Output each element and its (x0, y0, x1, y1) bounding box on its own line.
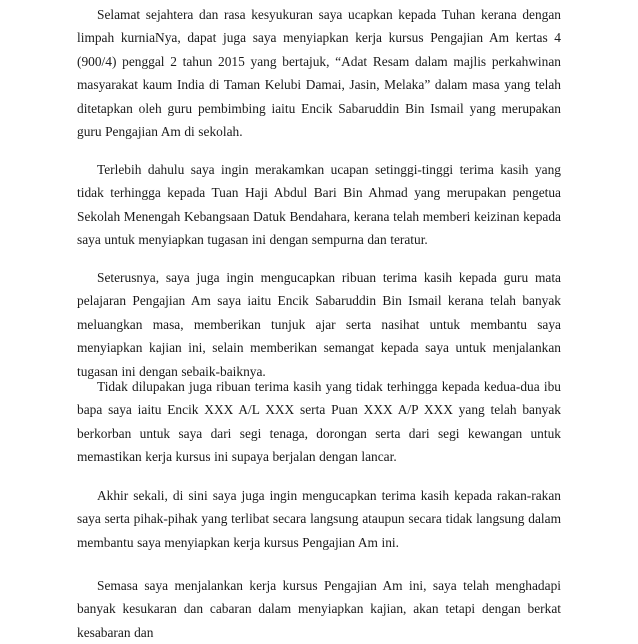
paragraph-thanks-parents (77, 375, 561, 469)
paragraph-text: Tidak dilupakan juga ribuan terima kasih yang tidak terhingga kepada kedua-dua ibu bapa saya iaitu Encik XXX A/L XXX serta Puan XXX A/P XXX yang telah banyak berkorban untuk saya dari segi tenaga, dorongan serta dari segi kewangan untuk memastikan kerja kursus ini supaya berjalan dengan lancar. (77, 379, 561, 465)
paragraph-text: Seterusnya, saya juga ingin mengucapkan ribuan terima kasih kepada guru mata pelajaran Pengajian Am saya iaitu Encik Sabaruddin Bin Ismail kerana telah banyak meluangkan masa, memberikan tunjuk ajar serta nasihat untuk membantu saya menyiapkan kajian ini, selain memberikan semangat kepada saya untuk menjalankan tugasan ini dengan sebaik-baiknya. (77, 270, 561, 379)
paragraph-challenges (77, 574, 561, 644)
paragraph-text: Semasa saya menjalankan kerja kursus Pengajian Am ini, saya telah menghadapi banyak kesukaran dan cabaran dalam menyiapkan kajian, akan tetapi dengan berkat kesabaran dan (77, 578, 561, 640)
paragraph-text: Terlebih dahulu saya ingin merakamkan ucapan setinggi-tinggi terima kasih yang tidak terhingga kepada Tuan Haji Abdul Bari Bin Ahmad yang merupakan pengetua Sekolah Menengah Kebangsaan Datuk Bendahara, kerana telah memberi keizinan kepada saya untuk menyiapkan tugasan ini dengan sempurna dan teratur. (77, 162, 561, 248)
paragraph-thanks-friends (77, 484, 561, 554)
paragraph-thanks-principal (77, 158, 561, 252)
paragraph-gratitude-intro (77, 3, 561, 143)
paragraph-thanks-teacher (77, 266, 561, 383)
paragraph-text: Selamat sejahtera dan rasa kesyukuran saya ucapkan kepada Tuhan kerana dengan limpah kurniaNya, dapat juga saya menyiapkan kerja kursus Pengajian Am kertas 4 (900/4) penggal 2 tahun 2015 yang bertajuk, “Adat Resam dalam majlis perkahwinan masyarakat kaum India di Taman Kelubi Damai, Jasin, Melaka” dalam masa yang telah ditetapkan oleh guru pembimbing iaitu Encik Sabaruddin Bin Ismail yang merupakan guru Pengajian Am di sekolah. (77, 7, 561, 140)
paragraph-text: Akhir sekali, di sini saya juga ingin mengucapkan terima kasih kepada rakan-rakan saya serta pihak-pihak yang terlibat secara langsung ataupun secara tidak langsung dalam membantu saya menyiapkan kerja kursus Pengajian Am ini. (77, 488, 561, 550)
